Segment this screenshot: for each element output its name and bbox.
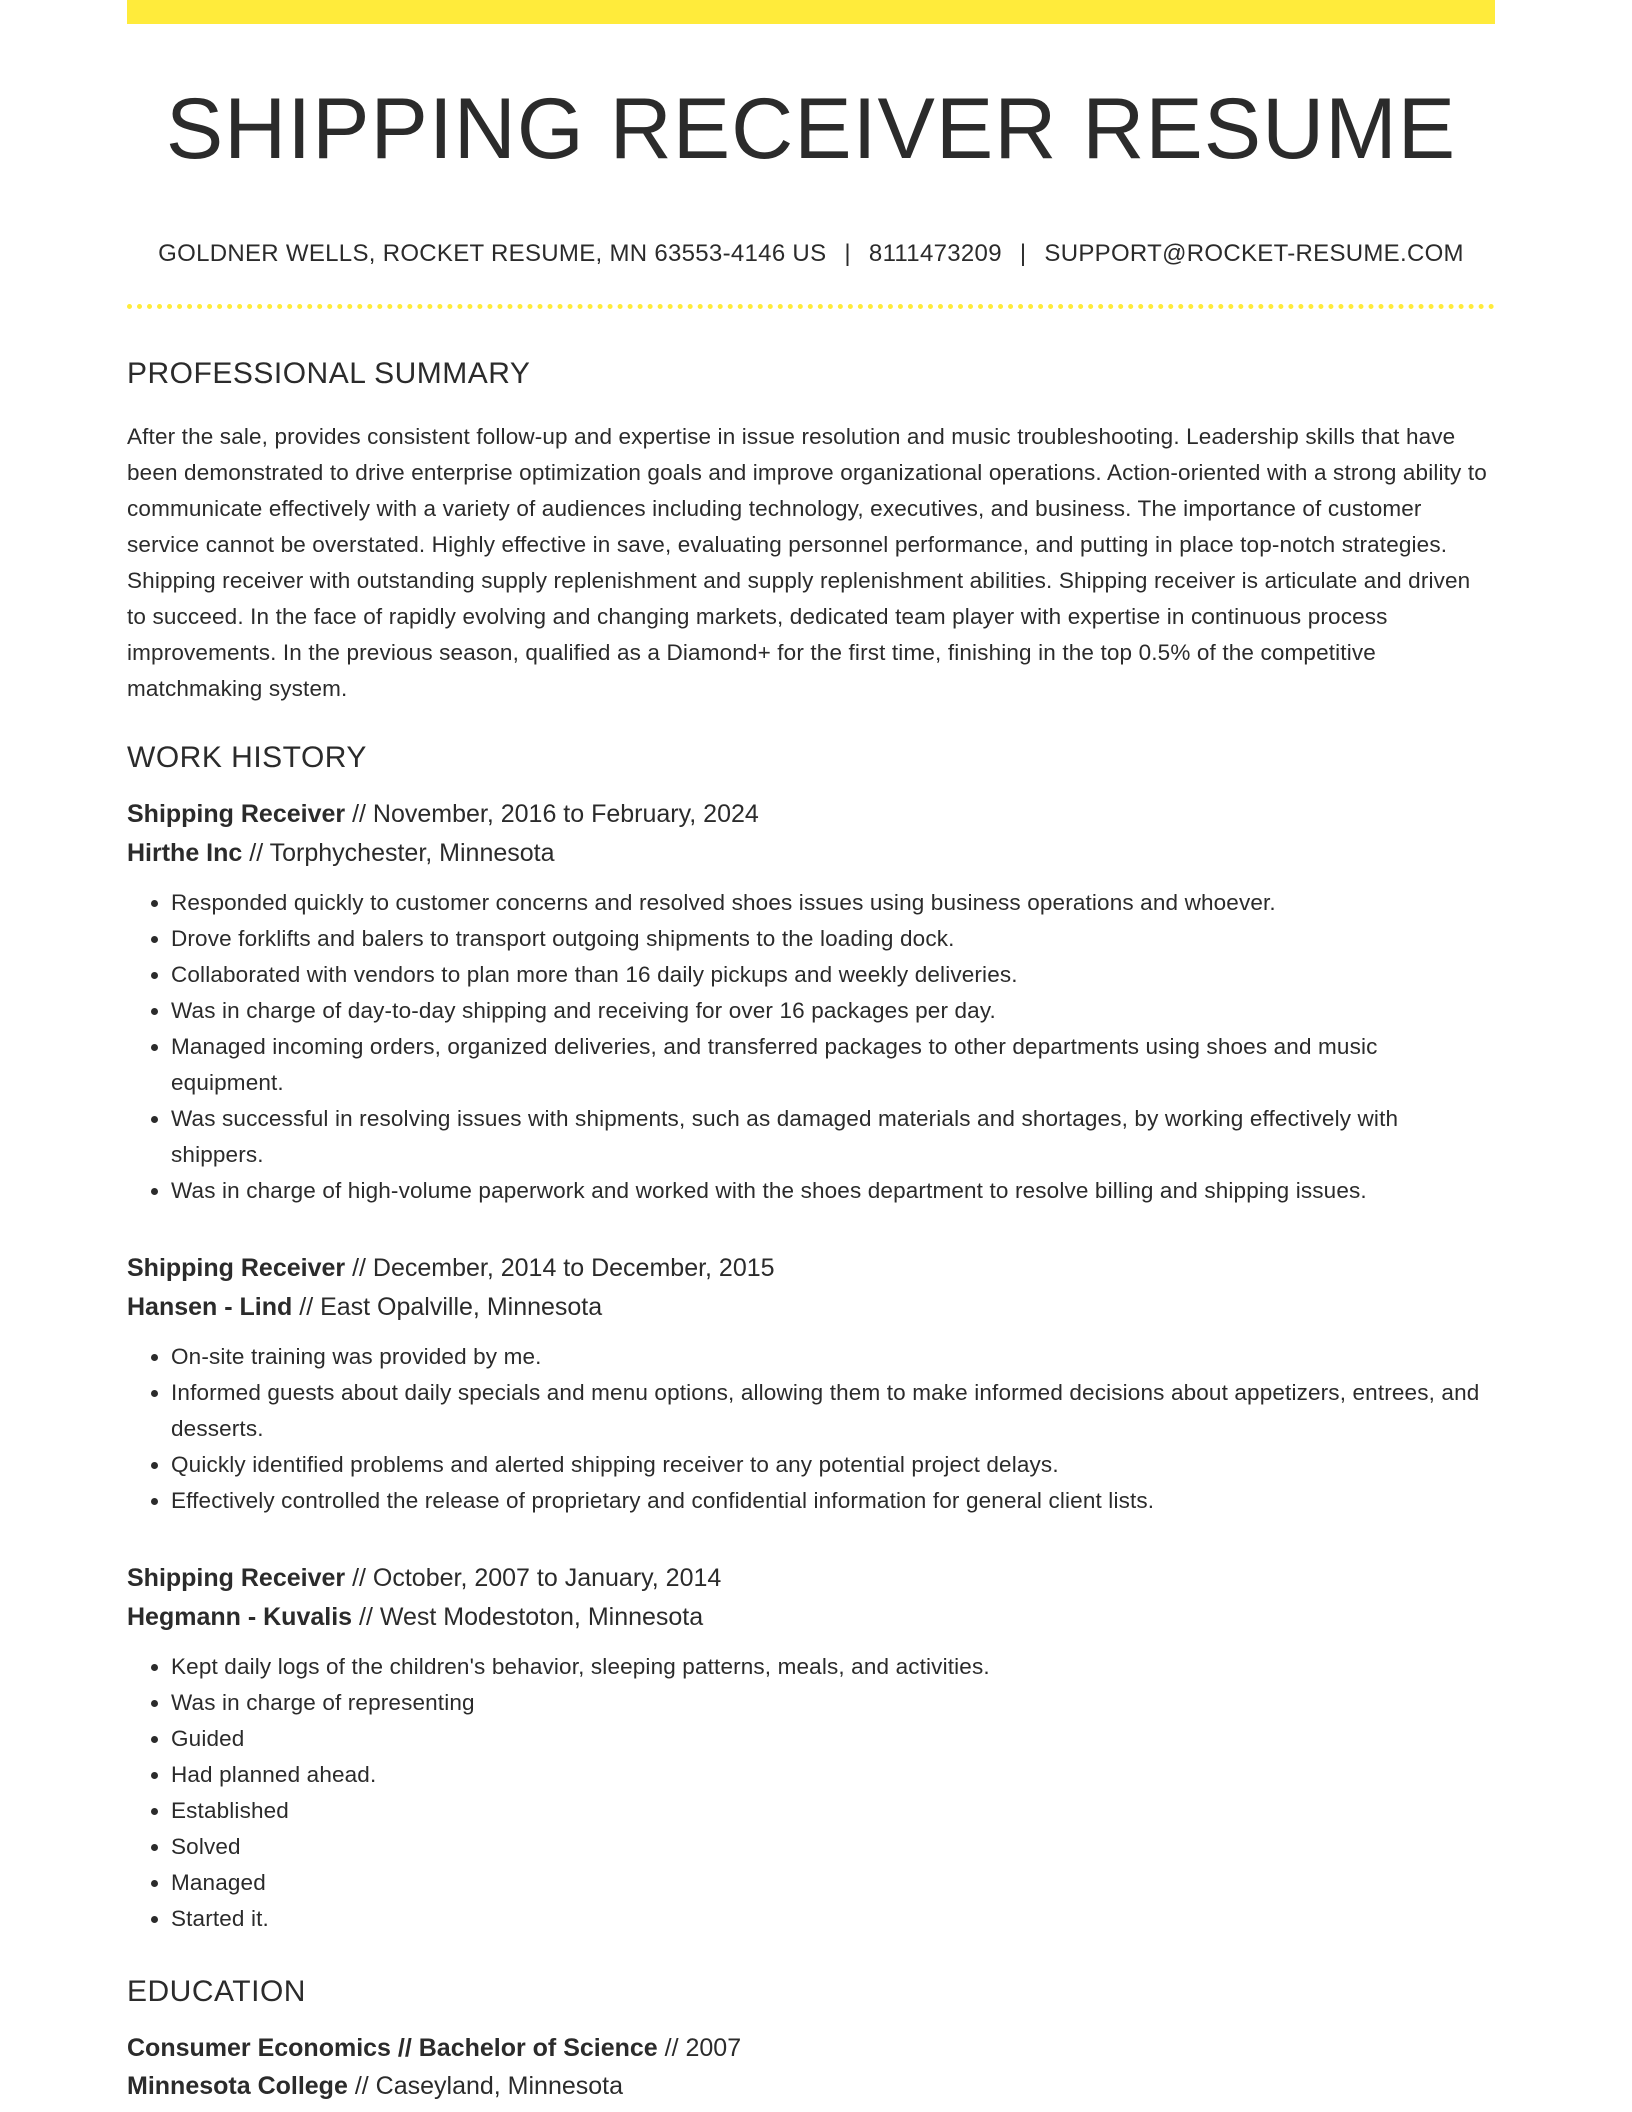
list-item: • Informed guests about daily specials and menu options, allowing them to make informed decisions about appetizers, entrees, and desserts. [171, 1375, 1495, 1447]
contact-phone: 8111473209 [868, 240, 1002, 267]
job-location: // East Opalville, Minnesota [292, 1293, 603, 1321]
education-location: // Caseyland, Minnesota [347, 2072, 624, 2100]
contact-email: SUPPORT@ROCKET-RESUME.COM [1044, 240, 1464, 267]
list-item: • Managed incoming orders, organized deliveries, and transferred packages to other departments using shoes and music equipment. [171, 1029, 1495, 1101]
education-school: Minnesota College [127, 2072, 348, 2100]
job-title-line [127, 1249, 1495, 1288]
work-history-list [127, 795, 1495, 1937]
list-item: • Quickly identified problems and alerted shipping receiver to any potential project delays. [171, 1447, 1495, 1483]
job-company: Hegmann - Kuvalis [127, 1603, 353, 1631]
list-item: • Was in charge of representing [171, 1685, 1495, 1721]
job-bullets [127, 885, 1495, 1209]
education-degree-line [127, 2029, 1495, 2067]
summary-text: After the sale, provides consistent follow-up and expertise in issue resolution and music troubleshooting. Leadership skills that have been demonstrated to drive enterprise optimization goals and improve organizational operations. Action-oriented with a strong ability to communicate effectively with a variety of audiences including technology, executives, and business. The importance of customer service cannot be overstated. Highly effective in save, evaluating personnel performance, and putting in place top-notch strategies. Shipping receiver with outstanding supply replenishment and supply replenishment abilities. Shipping receiver is articulate and driven to succeed. In the face of rapidly evolving and changing markets, dedicated team player with expertise in continuous process improvements. In the previous season, qualified as a Diamond+ for the first time, finishing in the top 0.5% of the competitive matchmaking system. [127, 424, 1487, 701]
summary-heading: PROFESSIONAL SUMMARY [127, 357, 531, 390]
job-title: Shipping Receiver [127, 1254, 346, 1282]
list-item: • Drove forklifts and balers to transport outgoing shipments to the loading dock. [171, 921, 1495, 957]
education-school-line [127, 2067, 1495, 2105]
contact-address: GOLDNER WELLS, ROCKET RESUME, MN 63553-4146 US [158, 240, 827, 267]
contact-line [127, 242, 1495, 266]
job-company: Hansen - Lind [127, 1293, 293, 1321]
job-entry [127, 1559, 1495, 1937]
accent-top-bar [127, 0, 1495, 24]
list-item: • Was in charge of day-to-day shipping and receiving for over 16 packages per day. [171, 993, 1495, 1029]
list-item: • Was successful in resolving issues with shipments, such as damaged materials and shortages, by working effectively with shippers. [171, 1101, 1495, 1173]
page-title: SHIPPING RECEIVER RESUME [165, 81, 1457, 177]
list-item: • Guided [171, 1721, 1495, 1757]
job-location: // West Modestoton, Minnesota [352, 1603, 704, 1631]
job-location: // Torphychester, Minnesota [242, 839, 555, 867]
list-item: • Solved [171, 1829, 1495, 1865]
contact-separator: | [1019, 240, 1027, 267]
job-header [127, 1249, 1495, 1327]
education-heading: EDUCATION [127, 1975, 306, 2008]
work-history-heading: WORK HISTORY [127, 741, 367, 774]
list-item: • Responded quickly to customer concerns and resolved shoes issues using business operations and whoever. [171, 885, 1495, 921]
job-header [127, 1559, 1495, 1637]
job-dates: // October, 2007 to January, 2014 [345, 1564, 722, 1592]
list-item: • Started it. [171, 1901, 1495, 1937]
job-dates: // December, 2014 to December, 2015 [345, 1254, 775, 1282]
contact-separator: | [844, 240, 851, 267]
job-bullets [127, 1649, 1495, 1937]
list-item: • Managed [171, 1865, 1495, 1901]
education-entry [127, 2029, 1495, 2105]
job-company-line [127, 1288, 1495, 1327]
job-entry [127, 1249, 1495, 1519]
job-entry [127, 795, 1495, 1209]
job-title-line [127, 1559, 1495, 1598]
job-title: Shipping Receiver [127, 800, 346, 828]
list-item: • Was in charge of high-volume paperwork and worked with the shoes department to resolve billing and shipping issues. [171, 1173, 1495, 1209]
job-company: Hirthe Inc [127, 839, 243, 867]
job-company-line [127, 834, 1495, 873]
job-dates: // November, 2016 to February, 2024 [345, 800, 759, 828]
education-year: // 2007 [657, 2034, 742, 2062]
job-header [127, 795, 1495, 873]
job-company-line [127, 1598, 1495, 1637]
list-item: • Effectively controlled the release of proprietary and confidential information for general client lists. [171, 1483, 1495, 1519]
list-item: • Established [171, 1793, 1495, 1829]
job-title-line [127, 795, 1495, 834]
dotted-divider [127, 304, 1495, 309]
resume-page [127, 0, 1495, 2105]
education-degree: Consumer Economics // Bachelor of Science [127, 2034, 658, 2062]
job-bullets [127, 1339, 1495, 1519]
job-title: Shipping Receiver [127, 1564, 346, 1592]
list-item: • On-site training was provided by me. [171, 1339, 1495, 1375]
list-item: • Kept daily logs of the children's behavior, sleeping patterns, meals, and activities. [171, 1649, 1495, 1685]
list-item: • Collaborated with vendors to plan more than 16 daily pickups and weekly deliveries. [171, 957, 1495, 993]
list-item: • Had planned ahead. [171, 1757, 1495, 1793]
